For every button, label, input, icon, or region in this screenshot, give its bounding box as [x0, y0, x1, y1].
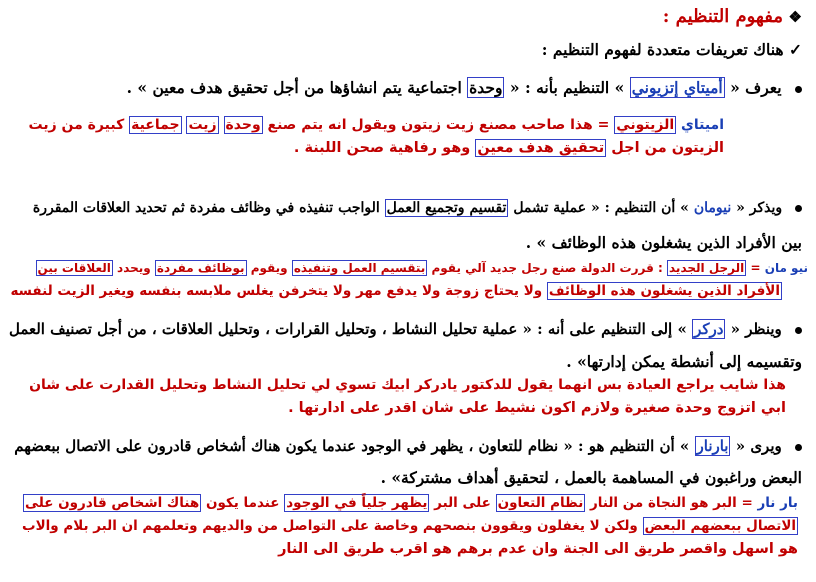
s1-author: أميتاي إتزيوني — [631, 78, 723, 97]
s1-boxed-term: وحدة — [469, 78, 503, 97]
s4-author: بارنار — [696, 437, 729, 455]
s2-author: نيومان — [693, 200, 732, 216]
heading-text: مفهوم التنظيم : — [662, 6, 783, 27]
s1-definition: يعرف « أميتاي إتزيوني » التنظيم بأنه : « وحدة اجتماعية يتم انشاؤها من أجل تحقيق هدف معين » . — [8, 78, 802, 97]
bullet-icon — [795, 205, 802, 212]
s4-note-line2: الاتصال ببعضهم البعض ولكن لا يغفلون ويقوون بنصحهم وخاصة على التواصل من والديهم وتعلمهم ان البر بلام والاب — [22, 518, 796, 534]
bullet-icon — [795, 444, 802, 451]
s2-definition: ويذكر « نيومان » أن التنظيم : « عملية تشمل تقسيم وتجميع العمل الواجب تنفيذه في وظائف مفردة ثم تحديد العلاقات المقررة — [8, 200, 802, 216]
star-bullet-icon: ❖ — [788, 8, 802, 26]
section-heading — [8, 6, 802, 27]
bullet-icon — [795, 86, 802, 93]
s4-note-line3: هو اسهل واقصر طريق الى الجنة وان عدم برهم هو اقرب طريق الى النار — [278, 541, 798, 557]
s4-note-line1: بار نار = البر هو النجاة من النار نظام التعاون على البر يظهر جلياً في الوجود عندما يكون هناك اشخاص قادرون على — [25, 495, 798, 511]
s2-note-line1: نيو مان = الرجل الجديد : قررت الدولة صنع رجل جديد آلي يقوم بتقسيم العمل وتنفيذه ويقوم بوظائف مفردة ويحدد العلاقات بين — [37, 261, 808, 275]
s2-definition-line2: بين الأفراد الذين يشغلون هذه الوظائف » . — [525, 233, 802, 252]
s4-definition-line2: البعض وراغبون في المساهمة بالعمل ، لتحقيق أهداف مشتركة» . — [380, 468, 802, 487]
bullet-icon — [795, 327, 802, 334]
intro-text: هناك تعريفات متعددة لفهوم التنظيم : — [541, 40, 784, 59]
s4-definition: ويرى « بارنار » أن التنظيم هو : « نظام للتعاون ، يظهر في الوجود عندما يكون هناك أشخاص قادرون على الاتصال ببعضهم — [8, 437, 802, 455]
s3-author: دركر — [694, 320, 724, 338]
s3-note-line1: هذا شايب يراجع العيادة بس انهما يقول للدكتور يادركر ابيك تسوي لي تحليل النشاط وتحليل القدارت على شان — [29, 377, 786, 393]
s1-note-line2: الزيتون من اجل تحقيق هدف معين وهو رفاهية صحن اللبنة . — [293, 140, 724, 156]
s3-note-line2: ابي اتزوج وحدة صغيرة ولازم اكون نشيط على شان اقدر على ادارتها . — [288, 400, 786, 416]
intro-line — [8, 40, 802, 59]
s2-note-line2: الأفراد الذين يشغلون هذه الوظائف ولا يحتاج زوجة ولا يدفع مهر ولا يتخرفن يغلس ملابسه بنفسه ويغير الزيت لنفسه — [10, 283, 780, 299]
check-icon: ✓ — [789, 40, 802, 59]
s3-definition-line2: وتقسيمه إلى أنشطة يمكن إدارتها» . — [566, 352, 802, 371]
s3-definition: وينظر « دركر » إلى التنظيم على أنه : « عملية تحليل النشاط ، وتحليل القرارات ، وتحليل العلاقات ، من أجل تصنيف العمل — [8, 320, 802, 338]
s1-note-line1: اميتاي الزيتوني = هذا صاحب مصنع زيت زيتون ويقول انه يتم صنع وحدة زيت جماعية كبيرة من زيت — [28, 117, 724, 133]
s2-boxed-term: تقسيم وتجميع العمل — [386, 200, 507, 216]
